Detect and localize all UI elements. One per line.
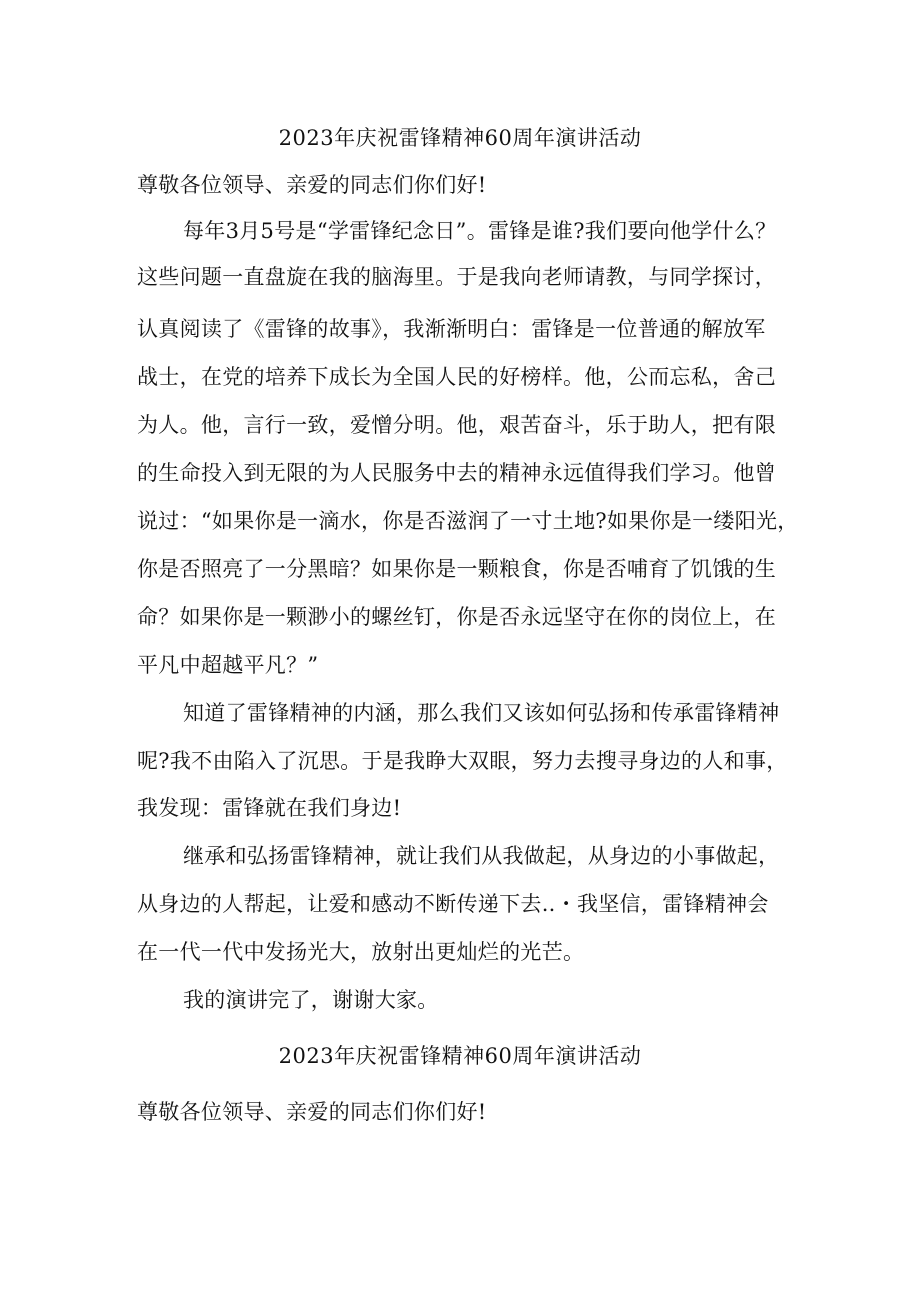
paragraph1-line: 说过：“如果你是一滴水，你是否滋润了一寸土地?如果你是一缕阳光， (137, 509, 799, 533)
salutation: 尊敬各位领导、亲爱的同志们你们好! (137, 173, 487, 197)
paragraph1-line: 这些问题一直盘旋在我的脑海里。于是我向老师请教，与同学探讨， (137, 265, 776, 289)
document-title: 2023年庆祝雷锋精神60周年演讲活动 (278, 126, 642, 150)
paragraph3-line: 从身边的人帮起，让爱和感动不断传递下去..・我坚信，雷锋精神会 (137, 892, 769, 916)
paragraph1-line: 命？如果你是一颗渺小的螺丝钉，你是否永远坚守在你的岗位上，在 (137, 605, 776, 629)
document-title-repeat: 2023年庆祝雷锋精神60周年演讲活动 (278, 1044, 642, 1068)
paragraph2-line: 呢?我不由陷入了沉思。于是我睁大双眼，努力去搜寻身边的人和事， (137, 749, 788, 773)
paragraph1-line: 为人。他，言行一致，爱憎分明。他，艰苦奋斗，乐于助人，把有限 (137, 413, 776, 437)
paragraph3-line: 继承和弘扬雷锋精神，就让我们从我做起，从身边的小事做起， (183, 844, 780, 868)
paragraph1-line: 战士，在党的培养下成长为全国人民的好榜样。他，公而忘私，舍己 (137, 365, 776, 389)
paragraph2-line: 知道了雷锋精神的内涵，那么我们又该如何弘扬和传承雷锋精神 (183, 701, 780, 725)
paragraph3-line: 在一代一代中发扬光大，放射出更灿烂的光芒。 (137, 940, 585, 964)
paragraph1-line: 每年3月5号是“学雷锋纪念日”。雷锋是谁?我们要向他学什么？ (183, 219, 777, 243)
paragraph2-line: 我发现：雷锋就在我们身边! (137, 796, 402, 820)
paragraph1-line: 的生命投入到无限的为人民服务中去的精神永远值得我们学习。他曾 (137, 461, 776, 485)
closing-line: 我的演讲完了，谢谢大家。 (183, 988, 439, 1012)
paragraph1-line: 平凡中超越平凡？” (137, 653, 319, 677)
salutation-repeat: 尊敬各位领导、亲爱的同志们你们好! (137, 1100, 487, 1124)
paragraph1-line: 认真阅读了《雷锋的故事》，我渐渐明白：雷锋是一位普通的解放军 (137, 317, 766, 341)
paragraph1-line: 你是否照亮了一分黑暗？如果你是一颗粮食，你是否哺育了饥饿的生 (137, 557, 776, 581)
